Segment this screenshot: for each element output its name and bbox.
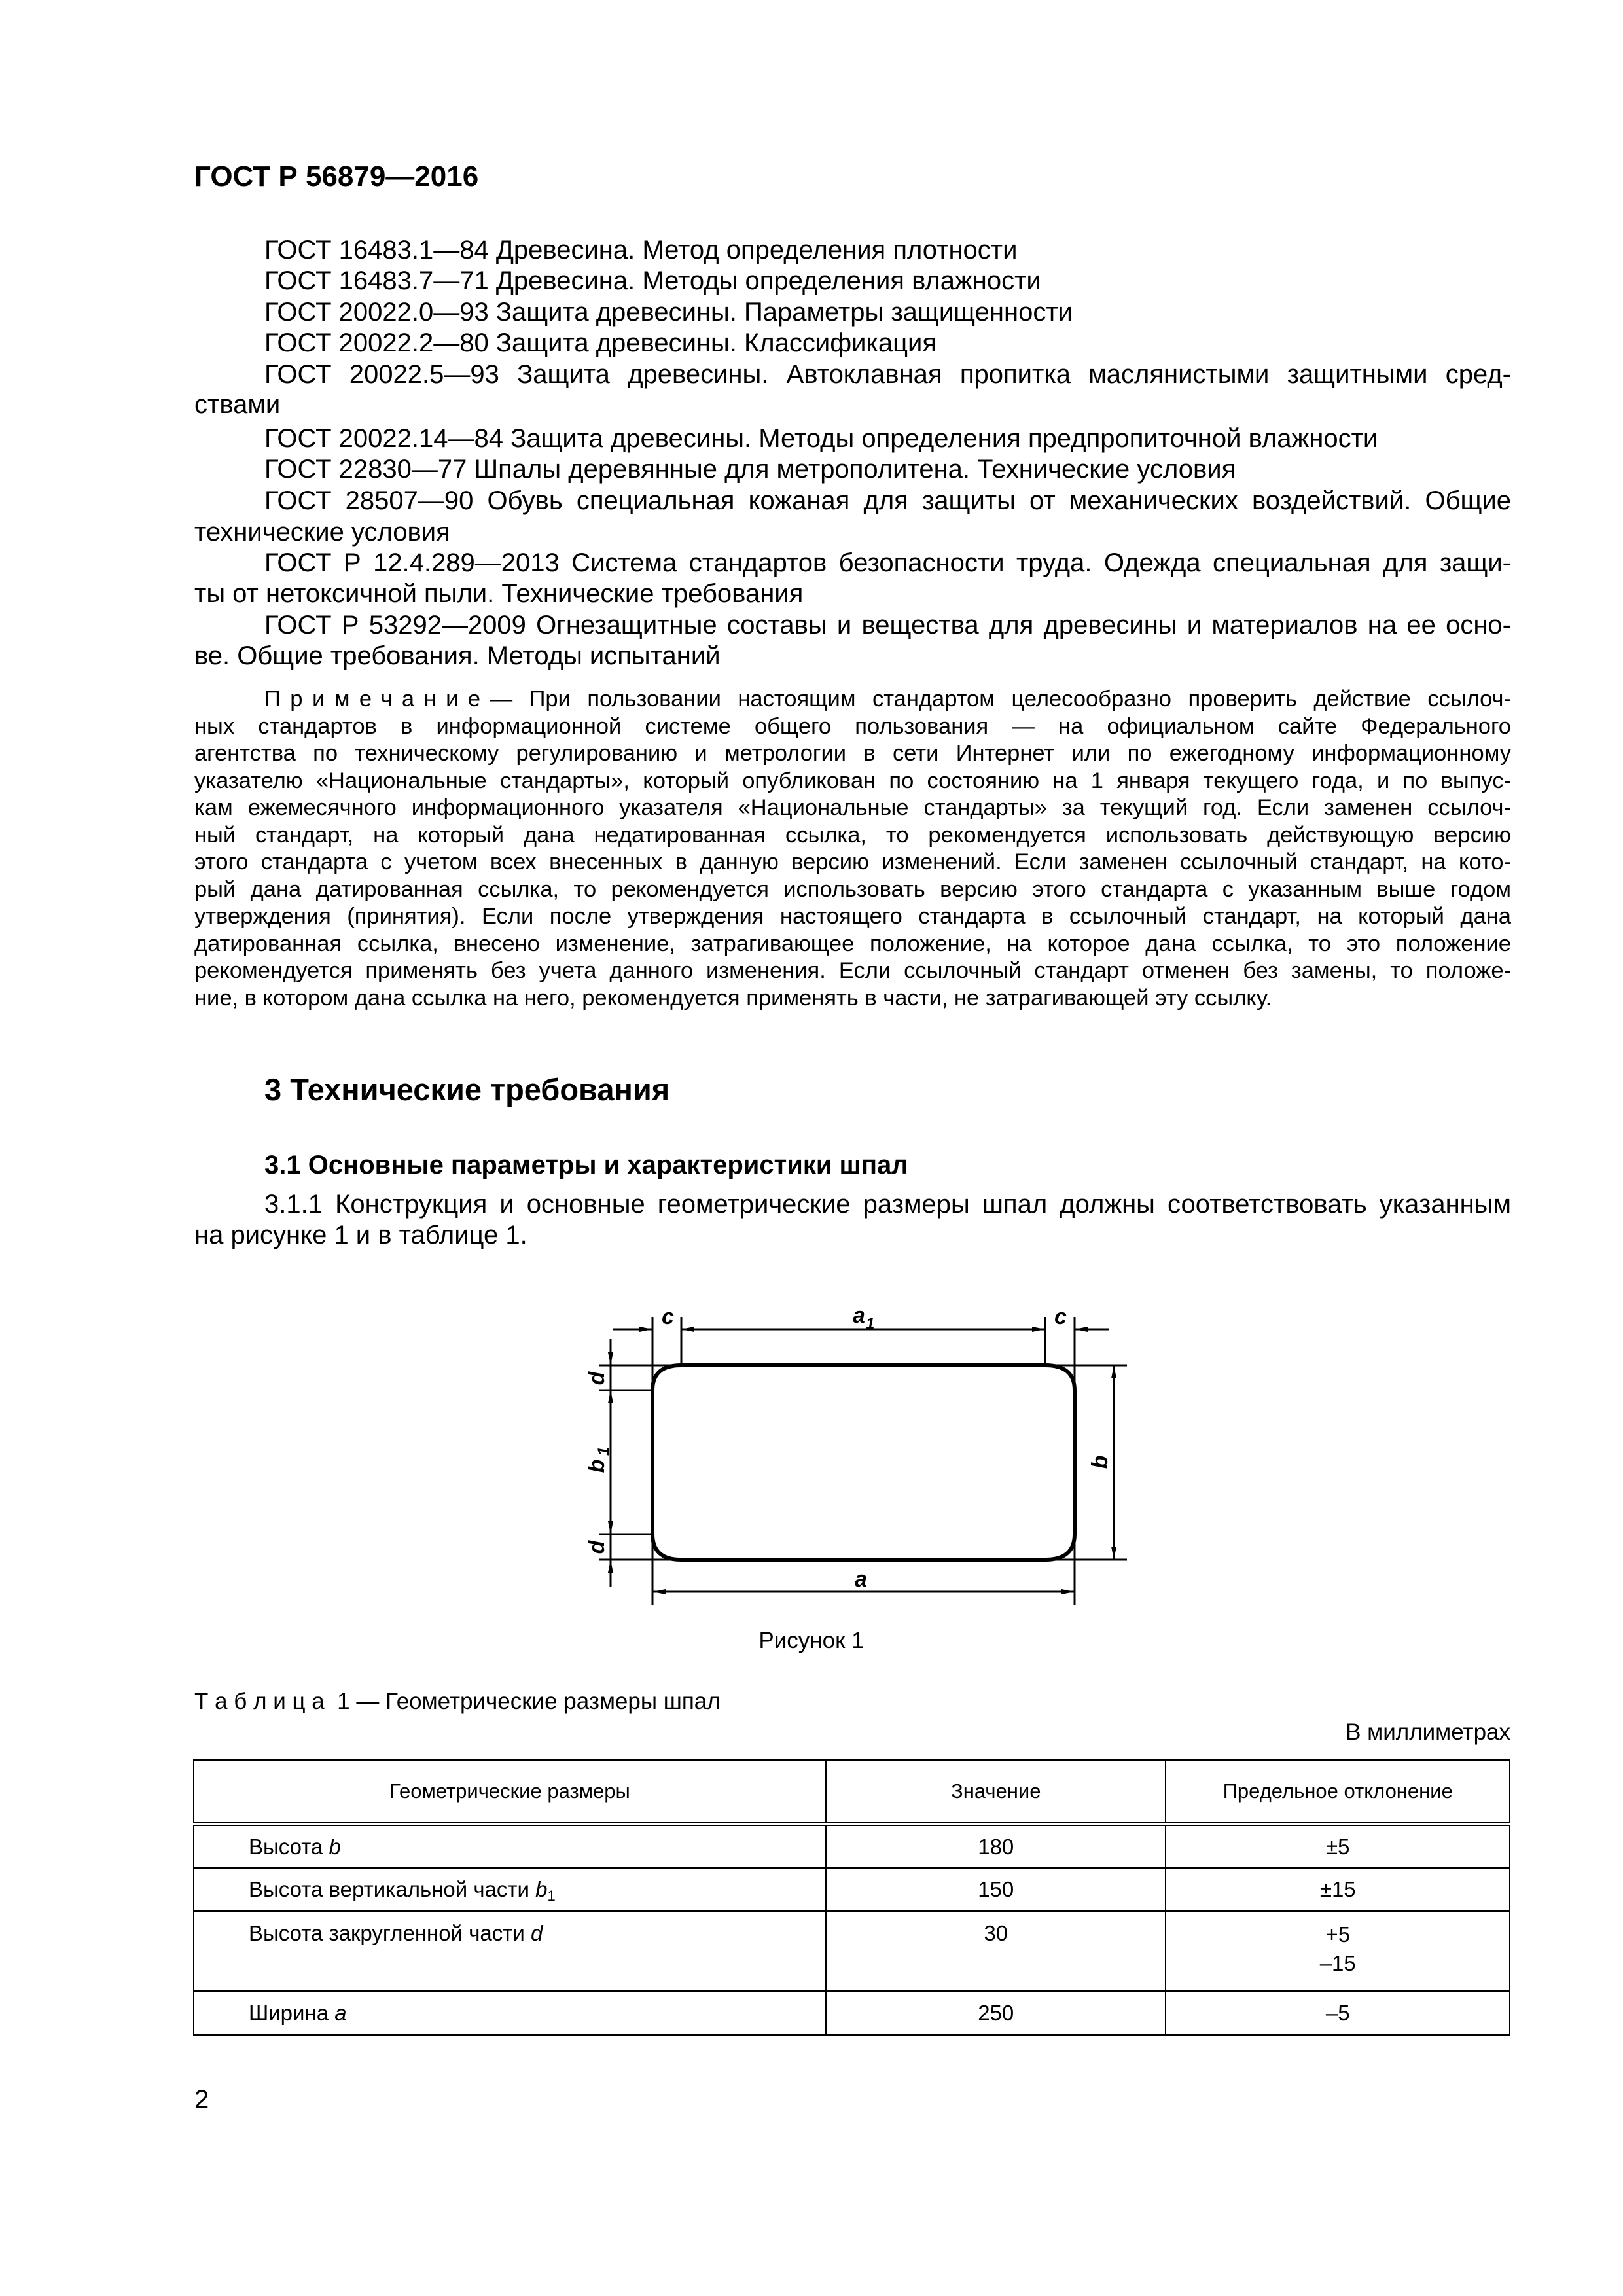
note-line: ный стандарт, на который дана недатированная ссылка, то рекомендуется использовать действующую версию	[194, 823, 1511, 848]
note-first-line	[264, 685, 1511, 713]
table-row	[194, 1868, 1510, 1911]
cell-tolerance	[1166, 1911, 1510, 1991]
reference-item-cont: ты от нетоксичной пыли. Технические требования	[194, 579, 804, 608]
label-b: b	[1088, 1455, 1113, 1469]
tolerance-lower: –15	[1319, 1951, 1356, 1975]
cell-dimension	[194, 1991, 826, 2035]
cell-value: 150	[826, 1868, 1166, 1911]
reference-item: ГОСТ 20022.14—84 Защита древесины. Методы определения предпропиточной влажности	[264, 424, 1378, 453]
reference-item-cont: ствами	[194, 390, 281, 419]
column-header: Предельное отклонение	[1166, 1760, 1510, 1824]
note-line: ние, в котором дана ссылка на него, рекомендуется применять в части, не затрагивающей эту ссылку.	[194, 986, 1272, 1011]
label-c-right: c	[1054, 1304, 1067, 1329]
cell-dimension	[194, 1824, 826, 1868]
reference-item: ГОСТ 28507—90 Обувь специальная кожаная для защиты от механических воздействий. Общие	[264, 486, 1511, 515]
note-text: — При пользовании настоящим стандартом целесообразно проверить действие ссылоч-	[490, 687, 1511, 711]
cell-value: 250	[826, 1991, 1166, 2035]
cell-value: 30	[826, 1911, 1166, 1991]
note-line: рый дана датированная ссылка, то рекомендуется использовать версию этого стандарта с указанным выше годом	[194, 877, 1511, 902]
label-a1: a	[853, 1303, 865, 1328]
cell-tolerance: –5	[1166, 1991, 1510, 2035]
cell-tolerance: ±5	[1166, 1824, 1510, 1868]
subsection-heading: 3.1 Основные параметры и характеристики шпал	[264, 1151, 908, 1179]
dimension-symbol: d	[530, 1921, 543, 1945]
reference-item: ГОСТ 16483.1—84 Древесина. Метод определения плотности	[264, 236, 1018, 264]
label-c-left: c	[662, 1304, 674, 1329]
table-row	[194, 1991, 1510, 2035]
reference-item-cont: технические условия	[194, 518, 450, 547]
label-d-top: d	[584, 1371, 609, 1386]
label-a1-sub: 1	[866, 1315, 875, 1333]
note-line: ных стандартов в информационной системе общего пользования — на официальном сайте Федерального	[194, 714, 1511, 739]
table-caption: Т а б л и ц а 1 — Геометрические размеры шпал	[194, 1689, 721, 1714]
document-header: ГОСТ Р 56879—2016	[194, 160, 479, 192]
column-header: Геометрические размеры	[194, 1760, 826, 1824]
note-line: кам ежемесячного информационного указателя «Национальные стандарты» за текущий год. Если заменен ссылоч-	[194, 795, 1511, 820]
note-label: Примечание	[264, 687, 490, 711]
table-header-row	[194, 1760, 1510, 1824]
label-d-bottom: d	[584, 1540, 609, 1554]
dimension-subscript: 1	[547, 1888, 556, 1904]
dimension-name: Ширина	[249, 2001, 335, 2025]
note-line: этого стандарта с учетом всех внесенных в данную версию изменений. Если заменен ссылочный стандарт, на кото-	[194, 850, 1511, 874]
cell-dimension	[194, 1868, 826, 1911]
table-unit: В миллиметрах	[1346, 1719, 1510, 1745]
dimension-symbol: a	[334, 2001, 347, 2025]
reference-item: ГОСТ 20022.0—93 Защита древесины. Параметры защищенности	[264, 298, 1073, 327]
dimension-symbol: b	[329, 1835, 341, 1859]
sleeper-outline	[652, 1365, 1075, 1560]
note-line: указателю «Национальные стандарты», который опубликован по состоянию на 1 января текущего года, и по выпус-	[194, 768, 1511, 793]
reference-item: ГОСТ 20022.5—93 Защита древесины. Автоклавная пропитка маслянистыми защитными сред-	[264, 360, 1511, 389]
clause-text: 3.1.1 Конструкция и основные геометрические размеры шпал должны соответствовать указанным	[264, 1190, 1511, 1219]
dimension-symbol: b	[535, 1877, 548, 1901]
dimension-name: Высота вертикальной части	[249, 1877, 536, 1901]
reference-item: ГОСТ 22830—77 Шпалы деревянные для метрополитена. Технические условия	[264, 455, 1236, 484]
column-header: Значение	[826, 1760, 1166, 1824]
reference-item: ГОСТ 16483.7—71 Древесина. Методы определения влажности	[264, 266, 1041, 295]
dimension-name: Высота закругленной части	[249, 1921, 531, 1945]
label-a: a	[855, 1567, 867, 1592]
figure-caption: Рисунок 1	[758, 1628, 865, 1653]
reference-item-cont: ве. Общие требования. Методы испытаний	[194, 641, 721, 670]
dimension-name: Высота	[249, 1835, 329, 1859]
label-b1-sub: 1	[595, 1446, 613, 1456]
label-b1: b	[584, 1459, 609, 1473]
cell-value: 180	[826, 1824, 1166, 1868]
dimensions-table	[193, 1759, 1510, 2036]
reference-item: ГОСТ Р 12.4.289—2013 Система стандартов безопасности труда. Одежда специальная для защи-	[264, 548, 1511, 577]
note-line: утверждения (принятия). Если после утверждения настоящего стандарта в ссылочный стандарт, на который дана	[194, 904, 1511, 929]
table-row	[194, 1824, 1510, 1868]
section-heading: 3 Технические требования	[264, 1072, 670, 1107]
clause-text-cont: на рисунке 1 и в таблице 1.	[194, 1221, 527, 1249]
note-line: датированная ссылка, внесено изменение, затрагивающее положение, на которое дана ссылка, то это положение	[194, 931, 1511, 956]
reference-item: ГОСТ 20022.2—80 Защита древесины. Классификация	[264, 329, 937, 357]
cell-dimension	[194, 1911, 826, 1991]
note-line: рекомендуется применять без учета данного изменения. Если ссылочный стандарт отменен без замены, то положе-	[194, 958, 1511, 983]
cell-tolerance: ±15	[1166, 1868, 1510, 1911]
page-number: 2	[194, 2085, 209, 2114]
table-row	[194, 1911, 1510, 1991]
note-line: агентства по техническому регулированию и метрологии в сети Интернет или по ежегодному информационному	[194, 741, 1511, 766]
tolerance-upper: +5	[1325, 1922, 1351, 1946]
reference-item: ГОСТ Р 53292—2009 Огнезащитные составы и вещества для древесины и материалов на ее осно-	[264, 611, 1511, 639]
